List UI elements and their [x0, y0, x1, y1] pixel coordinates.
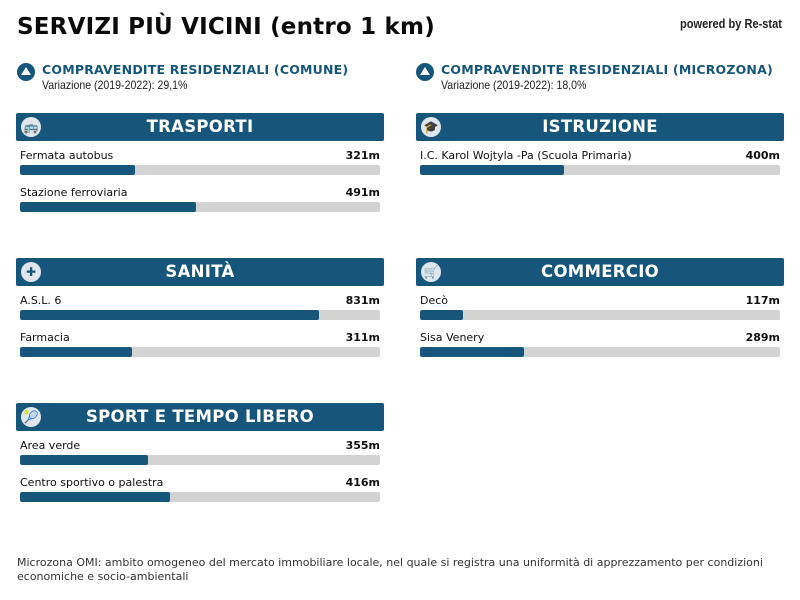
service-distance: 491m — [345, 186, 380, 199]
cart-icon: 🛒 — [421, 262, 441, 282]
service-name: Sisa Venery — [420, 331, 485, 344]
section-title: SPORT E TEMPO LIBERO — [85, 407, 315, 426]
distance-bar-fill — [20, 165, 135, 175]
distance-bar — [420, 165, 780, 175]
service-name: A.S.L. 6 — [20, 294, 62, 307]
distance-bar — [20, 310, 380, 320]
distance-bar-fill — [420, 347, 524, 357]
section-sanita — [16, 258, 384, 360]
distance-bar-fill — [20, 347, 132, 357]
hospital-icon: ✚ — [21, 262, 41, 282]
service-distance: 321m — [345, 149, 380, 162]
list-item — [20, 468, 380, 505]
section-header — [16, 258, 384, 286]
service-name: Fermata autobus — [20, 149, 114, 162]
page-title: SERVIZI PIÙ VICINI (entro 1 km) — [17, 14, 435, 40]
list-item — [420, 141, 780, 178]
section-sport — [16, 403, 384, 505]
section-header — [416, 258, 784, 286]
powered-by-logo: powered by Re-stat — [680, 16, 782, 31]
section-header — [16, 403, 384, 431]
list-item — [420, 323, 780, 360]
distance-bar — [420, 347, 780, 357]
list-item — [20, 286, 380, 323]
tennis-racket-icon: 🎾 — [21, 407, 41, 427]
service-distance: 416m — [345, 476, 380, 489]
service-distance: 289m — [745, 331, 780, 344]
service-distance: 400m — [745, 149, 780, 162]
distance-bar — [20, 165, 380, 175]
service-name: I.C. Karol Wojtyla -Pa (Scuola Primaria) — [420, 149, 632, 162]
service-distance: 117m — [745, 294, 780, 307]
section-header — [16, 113, 384, 141]
service-name: Stazione ferroviaria — [20, 186, 128, 199]
footnote: Microzona OMI: ambito omogeneo del mercato immobiliare locale, nel quale si registra una uniformità di apprezzamento per condizioni economiche e socio-ambientali — [17, 556, 763, 583]
list-item — [20, 141, 380, 178]
distance-bar-fill — [420, 310, 463, 320]
distance-bar-fill — [420, 165, 564, 175]
section-title: SANITÀ — [165, 262, 235, 281]
variation-title: COMPRAVENDITE RESIDENZIALI (MICROZONA) — [441, 62, 773, 77]
section-commercio — [416, 258, 784, 360]
distance-bar — [20, 347, 380, 357]
bus-icon: 🚌 — [21, 117, 41, 137]
section-istruzione — [416, 113, 784, 178]
distance-bar — [420, 310, 780, 320]
section-title: ISTRUZIONE — [542, 117, 658, 136]
list-item — [20, 323, 380, 360]
variation-value: Variazione (2019-2022): 18,0% — [441, 78, 587, 92]
service-name: Area verde — [20, 439, 81, 452]
section-title: COMMERCIO — [541, 262, 659, 281]
distance-bar-fill — [20, 455, 148, 465]
distance-bar-fill — [20, 310, 319, 320]
distance-bar-fill — [20, 202, 196, 212]
list-item — [420, 286, 780, 323]
section-trasporti — [16, 113, 384, 215]
service-name: Farmacia — [20, 331, 70, 344]
service-distance: 311m — [345, 331, 380, 344]
distance-bar — [20, 492, 380, 502]
distance-bar — [20, 455, 380, 465]
variation-value: Variazione (2019-2022): 29,1% — [42, 78, 188, 92]
distance-bar — [20, 202, 380, 212]
service-distance: 831m — [345, 294, 380, 307]
section-title: TRASPORTI — [146, 117, 254, 136]
variation-title: COMPRAVENDITE RESIDENZIALI (COMUNE) — [42, 62, 349, 77]
service-name: Centro sportivo o palestra — [20, 476, 164, 489]
section-header — [416, 113, 784, 141]
triangle-up-icon — [416, 63, 434, 81]
graduate-icon: 🎓 — [421, 117, 441, 137]
service-distance: 355m — [345, 439, 380, 452]
list-item — [20, 178, 380, 215]
list-item — [20, 431, 380, 468]
triangle-up-icon — [17, 63, 35, 81]
service-name: Decò — [420, 294, 449, 307]
distance-bar-fill — [20, 492, 170, 502]
